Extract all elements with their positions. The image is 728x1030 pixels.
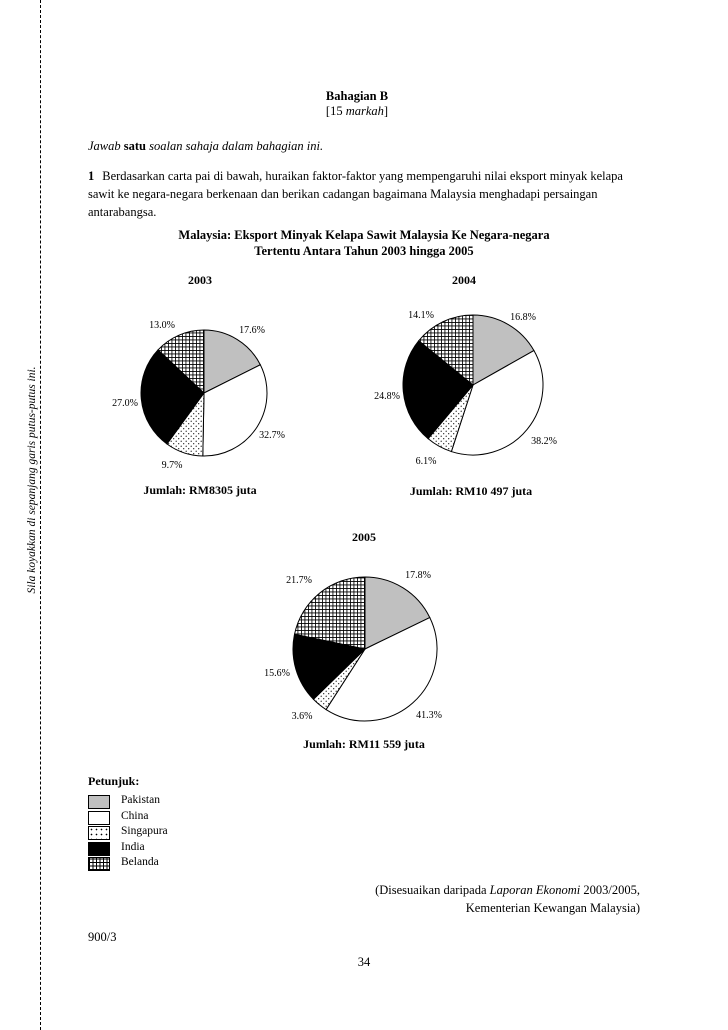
- legend-label-india: India: [121, 840, 145, 853]
- pie-2004-label-india: 24.8%: [374, 391, 400, 402]
- marks-suffix: ]: [383, 104, 389, 118]
- legend-swatch-pakistan: [88, 795, 110, 809]
- pie-2005-label-pakistan: 17.8%: [405, 570, 431, 581]
- pie-2005-label-singapura: 3.6%: [291, 711, 313, 722]
- pie-2003-label-singapura: 9.7%: [161, 460, 183, 471]
- pie-2003-label-india: 27.0%: [112, 398, 138, 409]
- source-italic: Laporan Ekonomi: [489, 883, 581, 897]
- source-line2: Kementerian Kewangan Malaysia): [465, 901, 640, 915]
- legend-label-china: China: [121, 809, 149, 822]
- pie-2004-label-pakistan: 16.8%: [510, 312, 536, 323]
- chart-title-line1: Malaysia: Eksport Minyak Kelapa Sawit Malaysia Ke Negara-negara: [178, 228, 550, 242]
- marks-prefix: [15: [325, 104, 346, 118]
- instruction-post: soalan sahaja dalam bahagian ini.: [146, 139, 324, 153]
- legend-swatch-singapura: [88, 826, 110, 840]
- legend-label-singapura: Singapura: [121, 825, 168, 837]
- instruction-bold: satu: [123, 139, 146, 153]
- pie-2003-label-pakistan: 17.6%: [239, 325, 265, 336]
- marks-word: markah: [345, 104, 384, 118]
- legend-swatch-belanda: [88, 857, 110, 871]
- tear-instruction: Sila koyakkan di sepanjang garis putus-putus ini.: [26, 366, 38, 594]
- section-title: Bahagian B: [325, 89, 389, 103]
- pie-2004-label-china: 38.2%: [531, 436, 557, 447]
- pie-2004-year: 2004: [452, 273, 476, 287]
- legend-label-belanda: Belanda: [121, 856, 159, 868]
- legend-swatch-india: [88, 842, 110, 856]
- pie-2003-label-belanda: 13.0%: [149, 320, 175, 331]
- source-pre: (Disesuaikan daripada: [375, 883, 490, 897]
- question-number: 1: [88, 169, 95, 183]
- page-number: 34: [357, 955, 371, 969]
- pie-2003-year: 2003: [188, 273, 212, 287]
- instruction-pre: Jawab: [88, 139, 124, 153]
- pie-2004-total: Jumlah: RM10 497 juta: [409, 484, 533, 498]
- source-post: 2003/2005,: [580, 883, 640, 897]
- pie-2005-year: 2005: [352, 530, 376, 544]
- pie-2005-label-belanda: 21.7%: [286, 575, 312, 586]
- legend-swatch-china: [88, 811, 110, 825]
- source-line1: [300, 881, 640, 899]
- chart-title-line2: Tertentu Antara Tahun 2003 hingga 2005: [254, 244, 474, 258]
- legend-label-pakistan: Pakistan: [121, 794, 160, 806]
- pie-2003-total: Jumlah: RM8305 juta: [143, 483, 257, 497]
- paper-code: 900/3: [88, 930, 117, 944]
- pie-2003-label-china: 32.7%: [259, 430, 285, 441]
- legend-title: Petunjuk:: [88, 774, 140, 788]
- source-citation: [300, 881, 640, 917]
- question-text: Berdasarkan carta pai di bawah, huraikan faktor-faktor yang mempengaruhi nilai eksport minyak kelapa sawit ke negara-negara berkenaan dan berikan cadangan bagaimana Malaysia menghadapi persaingan antarabangsa.: [88, 169, 623, 219]
- pie-2004-label-belanda: 14.1%: [408, 310, 434, 321]
- pie-2005-label-india: 15.6%: [264, 668, 290, 679]
- pie-2004-label-singapura: 6.1%: [415, 456, 437, 467]
- pie-2005-total: Jumlah: RM11 559 juta: [303, 737, 425, 751]
- pie-2005-label-china: 41.3%: [416, 710, 442, 721]
